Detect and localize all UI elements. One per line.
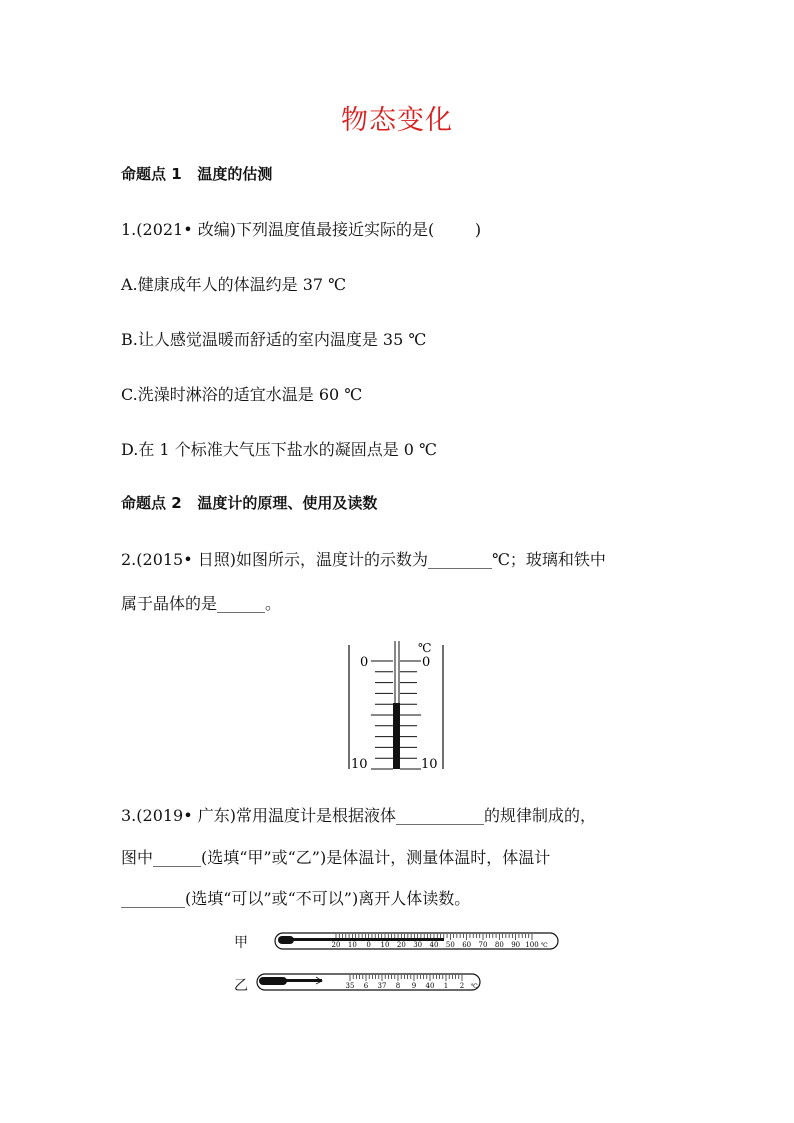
scale-label: 30 bbox=[413, 941, 423, 949]
scale-label: 70 bbox=[478, 941, 488, 949]
scale-label: 90 bbox=[511, 941, 521, 949]
scale-label: 35 bbox=[345, 982, 355, 990]
thermometer-yi bbox=[256, 971, 484, 993]
scale-label: 50 bbox=[445, 941, 455, 949]
right-top-label: 0 bbox=[422, 655, 431, 670]
option-b: B.让人感觉温暖而舒适的室内温度是 35 ℃ bbox=[121, 330, 427, 349]
option-d: D.在 1 个标准大气压下盐水的凝固点是 0 ℃ bbox=[121, 440, 437, 459]
option-c: C.洗澡时淋浴的适宜水温是 60 ℃ bbox=[121, 385, 363, 404]
unit-label: ℃ bbox=[418, 641, 432, 655]
question-1-stem: 1.(2021• 改编)下列温度值最接近实际的是( ) bbox=[121, 220, 482, 239]
left-top-label: 0 bbox=[360, 655, 369, 670]
scale-unit: ℃ bbox=[541, 942, 548, 949]
thermometer-figure bbox=[345, 637, 450, 773]
scale-label: 37 bbox=[377, 982, 387, 990]
question-3-line-2: 图中______(选填“甲”或“乙”)是体温计，测量体温时，体温计 bbox=[121, 848, 551, 867]
scale-label: 40 bbox=[429, 941, 439, 949]
scale-label: 8 bbox=[395, 982, 401, 990]
scale-label: 60 bbox=[462, 941, 472, 949]
scale-label: 20 bbox=[396, 941, 406, 949]
section-heading-1: 命题点 1 温度的估测 bbox=[121, 165, 273, 183]
thermometer-yi-label: 乙 bbox=[234, 978, 248, 994]
question-3-line-3: ________(选填“可以”或“不可以”)离开人体读数。 bbox=[121, 889, 471, 908]
page-title: 物态变化 bbox=[341, 105, 453, 136]
scale-label: 9 bbox=[411, 982, 417, 990]
scale-label: 40 bbox=[425, 982, 435, 990]
thermometer-jia bbox=[274, 930, 562, 952]
option-a: A.健康成年人的体温约是 37 ℃ bbox=[121, 275, 347, 294]
question-3-line-1: 3.(2019• 广东)常用温度计是根据液体___________的规律制成的， bbox=[121, 806, 596, 825]
scale-label: 80 bbox=[494, 941, 504, 949]
question-2-line-2: 属于晶体的是______。 bbox=[121, 594, 282, 613]
thermometer-jia-label: 甲 bbox=[234, 935, 248, 951]
scale-unit: ℃ bbox=[471, 983, 478, 990]
right-bottom-label: 10 bbox=[421, 757, 438, 772]
left-bottom-label: 10 bbox=[351, 757, 368, 772]
scale-label: 1 bbox=[443, 982, 449, 990]
scale-label: 2 bbox=[459, 982, 465, 990]
scale-label: 10 bbox=[380, 941, 390, 949]
scale-label: 100 bbox=[525, 941, 539, 949]
scale-label: 0 bbox=[366, 941, 371, 949]
scale-label: 10 bbox=[347, 941, 357, 949]
scale-label: 20 bbox=[331, 941, 341, 949]
question-2-line-1: 2.(2015• 日照)如图所示，温度计的示数为________℃；玻璃和铁中 bbox=[121, 550, 606, 569]
scale-label: 6 bbox=[363, 982, 369, 990]
section-heading-2: 命题点 2 温度计的原理、使用及读数 bbox=[121, 494, 378, 512]
